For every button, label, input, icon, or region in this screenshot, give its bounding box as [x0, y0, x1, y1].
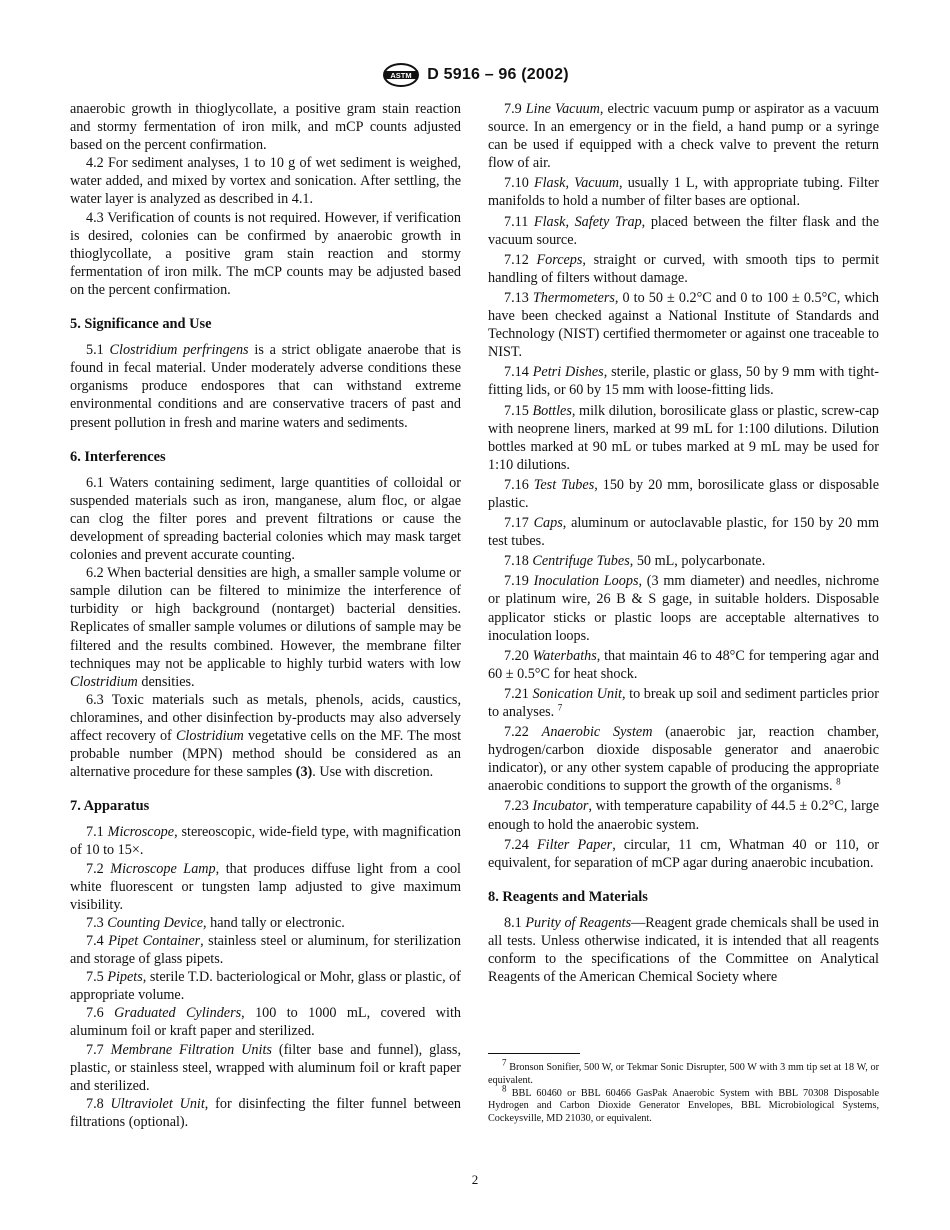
item-term: Pipets — [107, 969, 143, 986]
apparatus-item — [70, 914, 461, 932]
item-number: 7.1 — [86, 824, 104, 841]
item-term: Petri Dishes — [532, 364, 604, 381]
item-term: Flask, Safety Trap — [533, 213, 642, 230]
footnote-ref: 8 — [836, 776, 841, 787]
paragraph-continuation: anaerobic growth in thioglycollate, a positive gram stain reaction and stormy fermentation of iron milk, and mCP counts adjusted based on the percent confirmation. — [70, 101, 461, 154]
item-term: Line Vacuum — [525, 101, 600, 117]
paragraph-8-1: 8.1 Purity of Reagents—Reagent grade chemicals shall be used in all tests. Unless otherwise indicated, it is intended that all reagents conform to the specifications of the Committee on Analytical Reagents of the American Chemical Society where — [488, 914, 879, 986]
item-number: 7.12 — [504, 251, 529, 268]
item-number: 7.15 — [504, 402, 529, 419]
item-text: , electric vacuum pump or aspirator as a vacuum source. In an emergency or in the field, a hand pump or a syringe can be used if equipped with a check valve to prevent the return flow of air. — [488, 101, 879, 172]
item-text: , hand tally or electronic. — [203, 914, 345, 931]
page-number: 2 — [471, 1172, 479, 1187]
item-term: Graduated Cylinders — [114, 1005, 242, 1022]
astm-logo-icon — [381, 62, 421, 88]
paragraph-6-1: 6.1 Waters containing sediment, large quantities of colloidal or suspended materials such as iron, manganese, alum floc, or algae can clog the filter pores and prevent filtrations or cause the development of spreading bacterial colonies which may mask target colonies and prevent accurate counting. — [70, 474, 461, 564]
item-text: , milk dilution, borosilicate glass or plastic, screw-cap with neoprene liners, marked at 99 mL for 1:100 dilutions. Dilution bottles marked at 90 mL or tubes marked at 9 mL may be used for 1:10 dilutions. — [488, 402, 879, 473]
item-term: Inoculation Loops — [533, 573, 639, 590]
item-number: 7.9 — [504, 101, 522, 117]
paragraph-6-3: 6.3 Toxic materials such as metals, phenols, acids, caustics, chloramines, and other disinfection by-products may also adversely affect recovery of Clostridium vegetative cells on the MF. The most probable number (MPN) method should be considered as an alternative procedure for these samples (3). Use with discretion. — [70, 691, 462, 781]
apparatus-item — [70, 968, 461, 1004]
item-number: 7.24 — [504, 836, 529, 853]
footnote-divider — [488, 1053, 580, 1054]
item-text: , sterile, plastic or glass, 50 by 9 mm with tight-fitting lids, or 60 by 15 mm with loose-fitting lids. — [488, 364, 879, 399]
item-text: , aluminum or autoclavable plastic, for 150 by 20 mm test tubes. — [488, 515, 880, 550]
item-text: , circular, 11 cm, Whatman 40 or 110, or equivalent, for separation of mCP agar during anaerobic incubation. — [488, 836, 880, 871]
item-text: , 0 to 50 ± 0.2°C and 0 to 100 ± 0.5°C, which have been checked against a National Institute of Standards and Technology (NIST) certified thermometer or against one traceable to NIST. — [488, 289, 880, 361]
item-number: 7.22 — [504, 724, 529, 741]
item-text: , 150 by 20 mm, borosilicate glass or disposable plastic. — [488, 476, 879, 511]
item-text: (filter base and funnel), glass, plastic, or stainless steel, wrapped with aluminum foil or kraft paper and sterilized. — [70, 1041, 461, 1094]
apparatus-list-left — [70, 823, 461, 1131]
paragraph-6-2: 6.2 When bacterial densities are high, a smaller sample volume or sample dilution can be filtered to minimize the interference of turbidity or high background (nontarget) bacterial densities. Replicates of smaller sample volumes or dilutions of sample may be filtered and the results combined. However, the membrane filter techniques may not be applicable to highly turbid waters with low Clostridium densities. — [70, 565, 461, 690]
item-term: Pipet Container — [108, 932, 201, 949]
item-text: , stereoscopic, wide-field type, with magnification of 10 to 15×. — [70, 824, 461, 859]
item-term: Test Tubes — [533, 476, 595, 493]
item-term: Filter Paper — [537, 836, 613, 853]
apparatus-item — [488, 213, 879, 249]
apparatus-item — [488, 174, 879, 210]
footnote — [488, 1083, 879, 1126]
item-term: Anaerobic System — [541, 724, 653, 741]
apparatus-item — [488, 797, 879, 833]
item-term: Flask, Vacuum — [533, 175, 620, 192]
item-term: Forceps — [536, 251, 583, 268]
item-text: , (3 mm diameter) and needles, nichrome or platinum wire, 26 B & S gage, in suitable holders. Disposable applicator sticks or plastic loops are acceptable alternatives to inoculation loops. — [488, 573, 879, 644]
item-number: 7.14 — [504, 364, 529, 381]
item-text: , placed between the filter flask and the vacuum source. — [488, 213, 879, 248]
section-heading-5: 5. Significance and Use — [70, 316, 212, 333]
item-text: , 100 to 1000 mL, covered with aluminum foil or kraft paper and sterilized. — [70, 1005, 461, 1040]
item-number: 7.5 — [86, 969, 104, 986]
left-column — [70, 100, 461, 1131]
item-number: 7.18 — [504, 553, 529, 570]
apparatus-item — [488, 514, 879, 550]
item-text: , that maintain 46 to 48°C for tempering agar and 60 ± 0.5°C for heat shock. — [488, 647, 879, 682]
apparatus-item — [488, 251, 879, 287]
item-number: 7.16 — [504, 476, 529, 493]
footnote-text: BBL 60460 or BBL 60466 GasPak Anaerobic System with BBL 70308 Disposable Hydrogen and Carbon Dioxide Generator Envelopes, BBL Microbiological Systems, Cockeysville, MD 21030, or equivalent. — [488, 1087, 879, 1124]
footnote-mark: 7 — [502, 1057, 507, 1068]
item-text: , stainless steel or aluminum, for sterilization and storage of glass pipets. — [70, 932, 461, 968]
item-term: Microscope — [107, 824, 175, 841]
item-term: Caps — [533, 515, 563, 532]
footnote-ref: 7 — [557, 702, 563, 713]
astm-logo-text: ASTM — [390, 70, 412, 80]
item-number: 7.4 — [86, 932, 104, 949]
apparatus-item — [488, 476, 879, 512]
item-number: 7.11 — [504, 213, 529, 230]
apparatus-item — [488, 363, 879, 399]
section-heading-6: 6. Interferences — [70, 448, 166, 465]
footnote-text: Bronson Sonifier, 500 W, or Tekmar Sonic Disrupter, 500 W with 3 mm tip set at 18 W, or equivalent. — [488, 1062, 880, 1086]
item-term: Thermometers — [532, 289, 615, 306]
apparatus-item — [70, 1095, 461, 1131]
item-term: Ultraviolet Unit — [110, 1095, 205, 1112]
apparatus-item — [70, 932, 461, 968]
item-term: Membrane Filtration Units — [110, 1041, 272, 1058]
apparatus-item — [70, 860, 461, 914]
item-number: 7.21 — [504, 685, 529, 702]
document-designation: D 5916 – 96 (2002) — [427, 66, 569, 83]
item-term: Counting Device — [107, 914, 204, 931]
item-number: 7.13 — [504, 289, 529, 306]
item-text: , straight or curved, with smooth tips to permit handling of filters without damage. — [488, 251, 880, 286]
paragraph-4-3: 4.3 Verification of counts is not required. However, if verification is desired, colonies can be confirmed by anaerobic growth in thioglycollate, a positive gram stain reaction and stormy fermentation of iron milk. The mCP counts may be adjusted based on the percent confirmation. — [70, 209, 461, 298]
apparatus-item — [488, 552, 879, 570]
item-number: 7.10 — [504, 175, 529, 192]
apparatus-item — [488, 100, 879, 172]
right-column — [488, 100, 879, 1125]
apparatus-list-right — [488, 100, 879, 872]
item-text: , with temperature capability of 44.5 ± 0.2°C, large enough to hold the anaerobic system. — [488, 798, 880, 833]
section-heading-8: 8. Reagents and Materials — [488, 888, 648, 905]
apparatus-item — [488, 723, 879, 795]
item-term: Centrifuge Tubes — [532, 553, 630, 570]
item-number: 7.20 — [504, 647, 529, 664]
item-number: 7.23 — [504, 798, 529, 815]
item-text: , usually 1 L, with appropriate tubing. Filter manifolds to hold a number of filter bases are optional. — [488, 175, 879, 210]
item-text: , that produces diffuse light from a cool white fluorescent or tungsten lamp adjusted to give maximum visibility. — [70, 860, 461, 913]
apparatus-item — [70, 1004, 461, 1040]
page-header — [0, 62, 950, 88]
item-number: 7.8 — [86, 1095, 104, 1112]
footnotes — [488, 1057, 880, 1125]
footnote-mark: 8 — [502, 1083, 507, 1094]
footnote — [488, 1057, 880, 1087]
apparatus-item — [70, 1041, 461, 1095]
item-text: , to break up soil and sediment particles prior to analyses. — [488, 685, 879, 720]
item-text: (anaerobic jar, reaction chamber, hydrogen/carbon dioxide disposable generator and anaerobic indicator), or any other system capable of producing the appropriate anaerobic conditions to support the growth of the organisms. — [488, 724, 880, 795]
item-text: , for disinfecting the filter funnel between filtrations (optional). — [70, 1095, 461, 1130]
item-term: Sonication Unit — [532, 685, 622, 702]
apparatus-item — [488, 289, 879, 361]
item-term: Incubator — [532, 798, 589, 815]
item-term: Microscope Lamp — [110, 860, 216, 877]
item-number: 7.6 — [86, 1005, 104, 1022]
paragraph-4-2: 4.2 For sediment analyses, 1 to 10 g of wet sediment is weighed, water added, and mixed by vortex and sonication. After settling, the water layer is analyzed as described in 4.1. — [70, 155, 461, 208]
section-heading-7: 7. Apparatus — [70, 798, 150, 815]
item-text: , 50 mL, polycarbonate. — [629, 553, 766, 570]
item-term: Waterbaths — [532, 647, 597, 664]
item-text: , sterile T.D. bacteriological or Mohr, glass or plastic, of appropriate volume. — [70, 969, 462, 1004]
item-number: 7.7 — [86, 1041, 104, 1058]
item-number: 7.19 — [504, 573, 529, 590]
apparatus-item — [488, 685, 879, 721]
paragraph-5-1: 5.1 Clostridium perfringens is a strict obligate anaerobe that is found in fecal material. Under moderately adverse conditions these organisms produce endospores that can withstand extreme environmental conditions and are conservative tracers of past and present pollution in fresh and marine waters and sediments. — [70, 342, 462, 431]
apparatus-item — [488, 572, 879, 644]
apparatus-item — [488, 402, 879, 474]
apparatus-item — [488, 647, 879, 683]
item-number: 7.2 — [86, 860, 104, 877]
apparatus-item — [70, 823, 461, 859]
item-number: 7.3 — [86, 914, 104, 931]
item-term: Bottles — [532, 402, 572, 419]
apparatus-item — [488, 836, 879, 872]
item-number: 7.17 — [504, 515, 529, 532]
